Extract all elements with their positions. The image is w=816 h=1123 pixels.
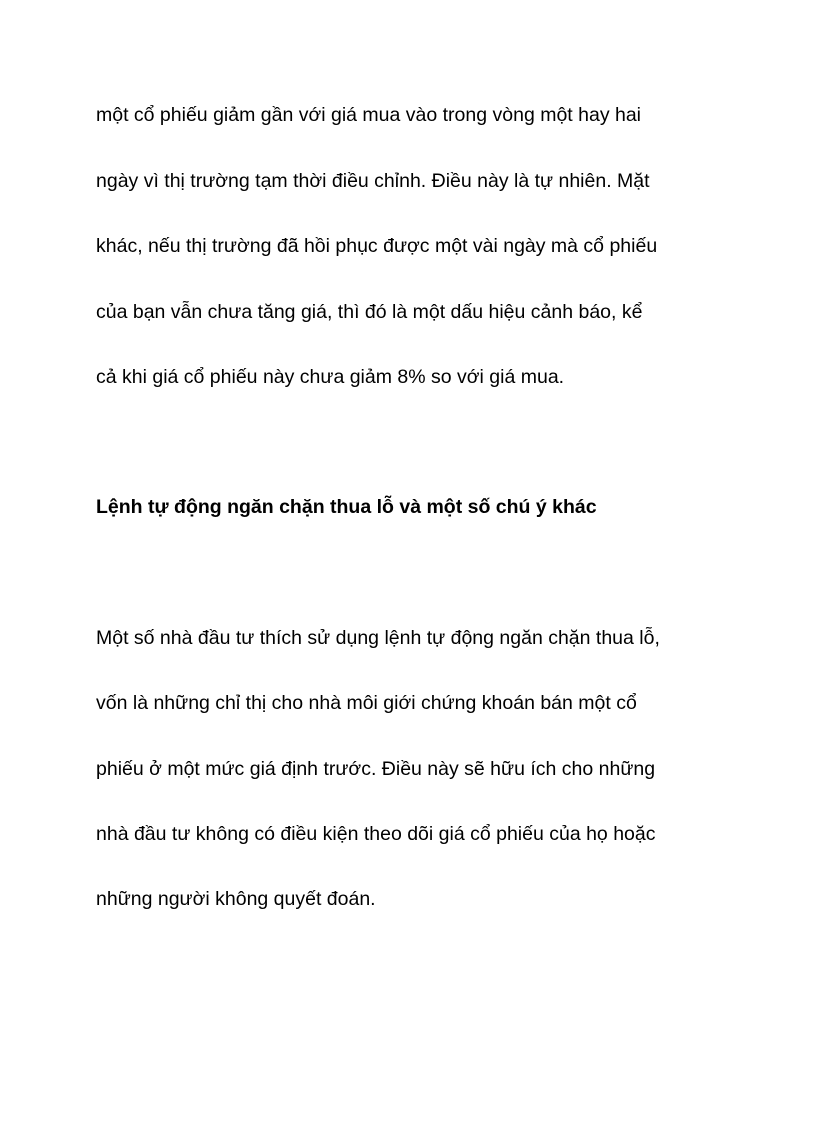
section-heading: Lệnh tự động ngăn chặn thua lỗ và một số chú ý khác [96,496,597,518]
paragraph-line: của bạn vẫn chưa tăng giá, thì đó là một dấu hiệu cảnh báo, kể [96,301,643,323]
paragraph-line: vốn là những chỉ thị cho nhà môi giới chứng khoán bán một cổ [96,692,637,714]
paragraph-line: Một số nhà đầu tư thích sử dụng lệnh tự động ngăn chặn thua lỗ, [96,627,660,649]
paragraph-line: phiếu ở một mức giá định trước. Điều này sẽ hữu ích cho những [96,758,656,780]
paragraph-line: cả khi giá cổ phiếu này chưa giảm 8% so với giá mua. [96,366,565,388]
paragraph-line: một cổ phiếu giảm gần với giá mua vào trong vòng một hay hai [96,104,642,126]
paragraph-line: ngày vì thị trường tạm thời điều chỉnh. Điều này là tự nhiên. Mặt [96,170,650,192]
paragraph-line: những người không quyết đoán. [96,888,376,910]
paragraph-line: khác, nếu thị trường đã hồi phục được một vài ngày mà cổ phiếu [96,235,658,257]
paragraph-line: nhà đầu tư không có điều kiện theo dõi giá cổ phiếu của họ hoặc [96,823,656,845]
